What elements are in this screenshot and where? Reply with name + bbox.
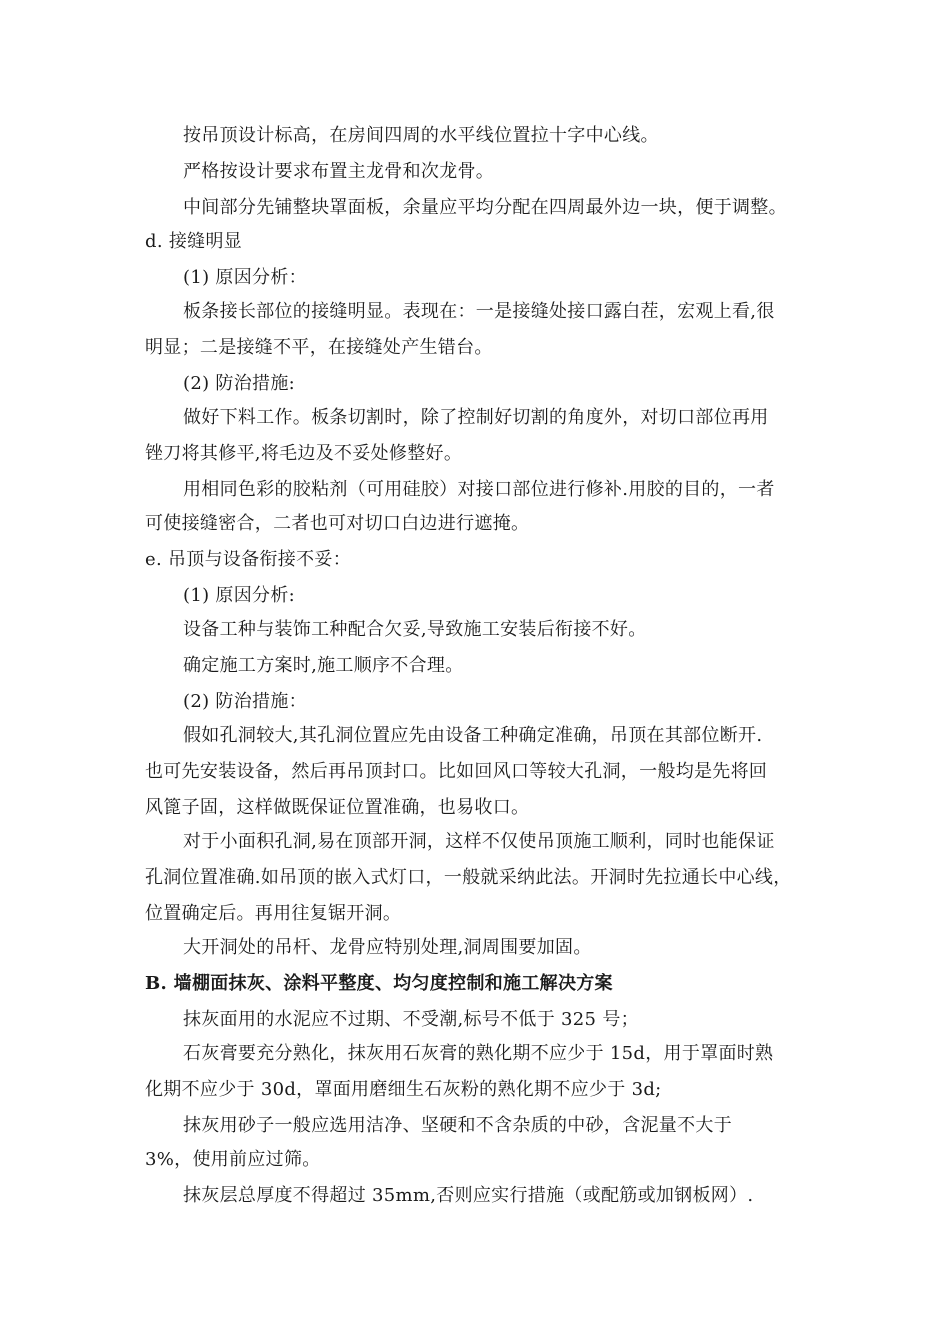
- paragraph-line: 位置确定后。再用往复锯开洞。: [145, 903, 402, 924]
- paragraph-line: 抹灰用砂子一般应选用洁净、坚硬和不含杂质的中砂，含泥量不大于: [183, 1115, 732, 1136]
- paragraph-line: 石灰膏要充分熟化，抹灰用石灰膏的熟化期不应少于 15d，用于罩面时熟: [183, 1043, 774, 1064]
- paragraph-line: 对于小面积孔洞,易在顶部开洞，这样不仅使吊顶施工顺利，同时也能保证: [183, 831, 775, 852]
- paragraph-line: 假如孔洞较大,其孔洞位置应先由设备工种确定准确，吊顶在其部位断开.: [183, 725, 763, 746]
- section-heading-b: B. 墙棚面抹灰、涂料平整度、均匀度控制和施工解决方案: [145, 973, 613, 994]
- paragraph-line: 抹灰层总厚度不得超过 35mm,否则应实行措施（或配筋或加钢板网）.: [183, 1185, 754, 1206]
- paragraph-line: 3%，使用前应过筛。: [145, 1149, 321, 1170]
- paragraph-line: 中间部分先铺整块罩面板，余量应平均分配在四周最外边一块，便于调整。: [183, 197, 787, 218]
- subheading-cause-analysis: (1) 原因分析：: [183, 267, 307, 288]
- paragraph-line: 严格按设计要求布置主龙骨和次龙骨。: [183, 161, 495, 182]
- paragraph-line: 化期不应少于 30d，罩面用磨细生石灰粉的熟化期不应少于 3d;: [145, 1079, 662, 1100]
- paragraph-line: 确定施工方案时,施工顺序不合理。: [183, 655, 464, 676]
- paragraph-line: 也可先安装设备，然后再吊顶封口。比如回风口等较大孔洞，一般均是先将回: [145, 761, 768, 782]
- paragraph-line: 可使接缝密合，二者也可对切口白边进行遮掩。: [145, 513, 530, 534]
- subheading-prevention: (2) 防治措施:: [183, 373, 295, 394]
- subheading-prevention: (2) 防治措施：: [183, 691, 307, 712]
- subheading-cause-analysis: (1) 原因分析:: [183, 585, 295, 606]
- paragraph-line: 做好下料工作。板条切割时，除了控制好切割的角度外，对切口部位再用: [183, 407, 769, 428]
- paragraph-line: 板条接长部位的接缝明显。表现在：一是接缝处接口露白茬，宏观上看,很: [183, 301, 775, 322]
- paragraph-line: 用相同色彩的胶粘剂（可用硅胶）对接口部位进行修补.用胶的目的，一者: [183, 479, 775, 500]
- paragraph-line: 大开洞处的吊杆、龙骨应特别处理,洞周围要加固。: [183, 937, 592, 958]
- section-heading-d: d. 接缝明显: [145, 231, 243, 252]
- paragraph-line: 按吊顶设计标高，在房间四周的水平线位置拉十字中心线。: [183, 125, 659, 146]
- paragraph-line: 明显；二是接缝不平，在接缝处产生错台。: [145, 337, 493, 358]
- paragraph-line: 锉刀将其修平,将毛边及不妥处修整好。: [145, 443, 463, 464]
- paragraph-line: 孔洞位置准确.如吊顶的嵌入式灯口，一般就采纳此法。开洞时先拉通长中心线，: [145, 867, 792, 888]
- paragraph-line: 设备工种与装饰工种配合欠妥,导致施工安装后衔接不好。: [183, 619, 647, 640]
- section-heading-e: e. 吊顶与设备衔接不妥：: [145, 549, 351, 570]
- paragraph-line: 抹灰面用的水泥应不过期、不受潮,标号不低于 325 号；: [183, 1009, 639, 1030]
- paragraph-line: 风篦子固，这样做既保证位置准确，也易收口。: [145, 797, 530, 818]
